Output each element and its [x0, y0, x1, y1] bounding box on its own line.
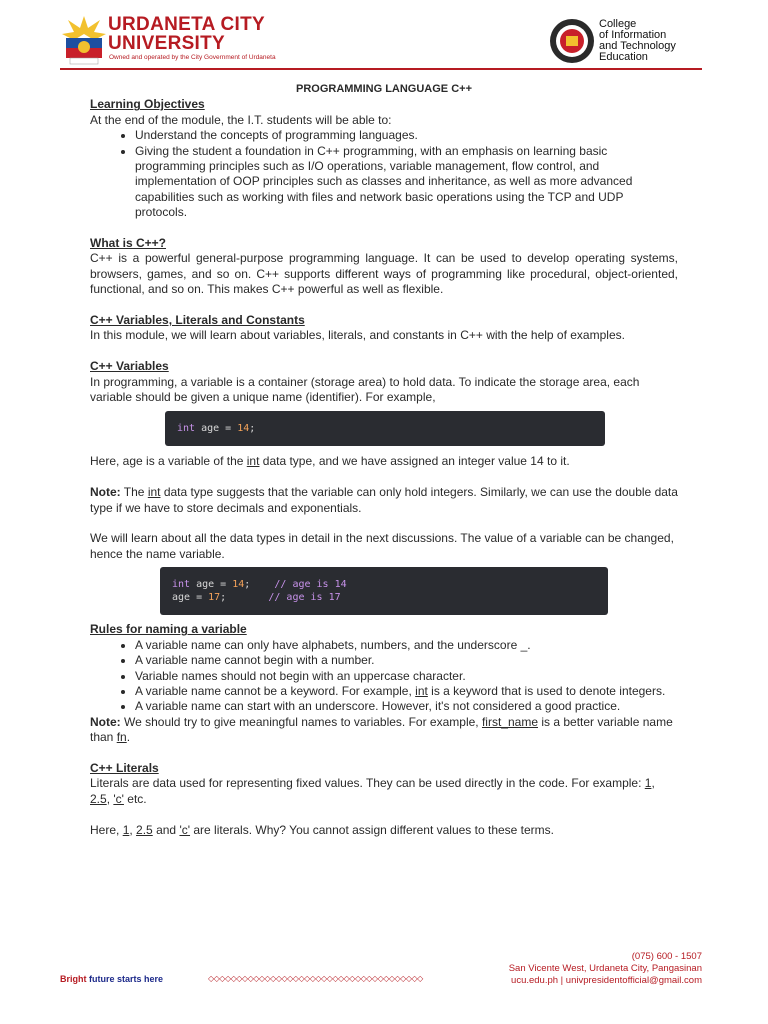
learn-paragraph: We will learn about all the data types in detail in the next discussions. The value of a variable can be changed, hence the name variable. [90, 531, 674, 561]
vlc-heading: C++ Variables, Literals and Constants [90, 313, 305, 328]
variables-paragraph: In programming, a variable is a container (storage area) to hold data. To indicate the storage area, each variable should be given a unique name (identifier). For example, [90, 374, 640, 405]
list-item: • Understand the concepts of programming languages. [135, 128, 678, 143]
footer-contact [509, 951, 702, 987]
list-item: • Giving the student a foundation in C++ programming, with an emphasis on learning basic programming principles such as I/O operations, variable management, flow control, and implementation of OOP principles such as classes and inheritance, as well as more advanced capabilities such as working with files and network basic operations using the TCP and UDP protocols. [135, 144, 678, 221]
what-heading: What is C++? [90, 236, 167, 251]
age-paragraph: Here, age is a variable of the int data type, and we have assigned an integer value 14 to it. [90, 454, 570, 469]
college-name: College of Information and Technology Education [599, 18, 676, 63]
university-name: URDANETA CITY UNIVERSITY [108, 14, 265, 54]
page-title: PROGRAMMING LANGUAGE C++ [295, 83, 472, 95]
literals-paragraph: Literals are data used for representing fixed values. They can be used directly in the code. For example: 1, 2.5, 'c' etc. [90, 776, 655, 806]
what-paragraph: C++ is a powerful general-purpose programming language. It can be used to develop operating systems, browsers, games, and so on. C++ supports different ways of programming like procedural, object-oriented, functional, and so on. This makes C++ powerful as well as flexible. [90, 251, 678, 297]
footer-address: San Vicente West, Urdaneta City, Pangasinan [508, 963, 702, 974]
college-seal-icon [549, 18, 595, 64]
note-paragraph: Note: The int data type suggests that the variable can only hold integers. Similarly, we can use the double data type if we have to store decimals and exponentials. [90, 485, 678, 515]
footer-links: ucu.edu.ph | univpresidentofficial@gmail.com [511, 975, 702, 986]
objectives-intro: At the end of the module, the I.T. students will be able to: [90, 112, 392, 127]
footer-tagline: Bright future starts here [60, 974, 164, 984]
variables-heading: C++ Variables [90, 359, 169, 374]
code-block: int age = 14; [165, 411, 605, 446]
footer-phone: (075) 600 - 1507 [631, 951, 702, 962]
university-logo-icon [60, 14, 108, 66]
here-paragraph: Here, 1, 2.5 and 'c' are literals. Why? You cannot assign different values to these terms. [90, 822, 555, 837]
note-paragraph: Note: We should try to give meaningful names to variables. For example, first_name is a better variable name than fn. [90, 714, 673, 745]
rules-heading: Rules for naming a variable [90, 622, 247, 637]
objectives-heading: Learning Objectives [90, 97, 205, 112]
footer-diamond-border: ◇◇◇◇◇◇◇◇◇◇◇◇◇◇◇◇◇◇◇◇◇◇◇◇◇◇◇◇◇◇◇◇◇◇◇◇◇◇ [208, 974, 423, 983]
vlc-paragraph: In this module, we will learn about variables, literals, and constants in C++ with the help of examples. [90, 328, 625, 343]
rules-list [90, 638, 678, 715]
code-block: int age = 14; // age is 14 age = 17; // age is 17 [160, 567, 608, 615]
list-item: • A variable name cannot be a keyword. For example, int is a keyword that is used to denote integers. [135, 684, 678, 699]
list-item: • A variable name cannot begin with a number. [135, 653, 678, 668]
objectives-list [90, 128, 678, 220]
list-item: • A variable name can start with an underscore. However, it's not considered a good practice. [135, 699, 678, 714]
document-body [90, 82, 678, 838]
university-subtitle: Owned and operated by the City Government of Urdaneta [109, 54, 276, 61]
list-item: • A variable name can only have alphabets, numbers, and the underscore _. [135, 638, 678, 653]
list-item: • Variable names should not begin with an uppercase character. [135, 669, 678, 684]
literals-heading: C++ Literals [90, 760, 159, 775]
page-header [0, 0, 768, 72]
header-divider [60, 68, 702, 70]
